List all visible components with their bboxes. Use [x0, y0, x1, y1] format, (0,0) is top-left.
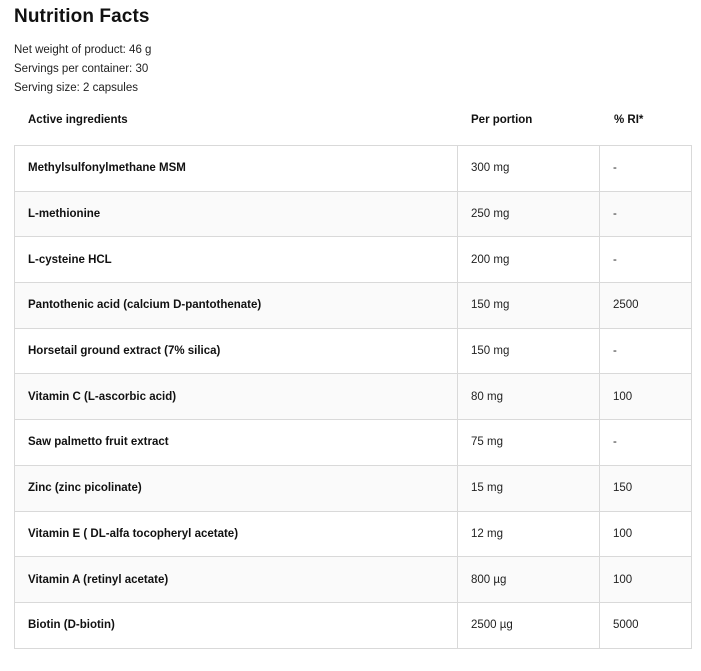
ingredient-name: Biotin (D-biotin)	[15, 602, 458, 648]
ingredient-ri: 100	[600, 374, 692, 420]
table-row	[15, 328, 692, 374]
serving-size: Serving size: 2 capsules	[14, 82, 139, 94]
ingredient-ri: -	[600, 237, 692, 283]
ingredient-amount: 200 mg	[458, 237, 600, 283]
ingredient-name: Horsetail ground extract (7% silica)	[15, 328, 458, 374]
table-row	[15, 237, 692, 283]
ingredient-amount: 150 mg	[458, 328, 600, 374]
ingredient-name: Vitamin E ( DL-alfa tocopheryl acetate)	[15, 511, 458, 557]
ingredient-name: Pantothenic acid (calcium D-pantothenate)	[15, 283, 458, 329]
ingredient-amount: 800 µg	[458, 557, 600, 603]
ingredient-amount: 300 mg	[458, 146, 600, 192]
table-row	[15, 557, 692, 603]
ingredient-amount: 2500 µg	[458, 602, 600, 648]
ingredient-ri: 5000	[600, 602, 692, 648]
ingredient-ri: 100	[600, 557, 692, 603]
ingredient-amount: 250 mg	[458, 191, 600, 237]
table-row	[15, 511, 692, 557]
net-weight: Net weight of product: 46 g	[14, 44, 152, 56]
ingredient-ri: 150	[600, 465, 692, 511]
ingredient-name: L-cysteine HCL	[15, 237, 458, 283]
column-header-portion: Per portion	[471, 114, 533, 126]
ingredient-ri: -	[600, 420, 692, 466]
ingredient-name: Saw palmetto fruit extract	[15, 420, 458, 466]
nutrition-table	[14, 145, 692, 649]
table-row	[15, 374, 692, 420]
servings-per-container: Servings per container: 30	[14, 63, 149, 75]
ingredient-amount: 15 mg	[458, 465, 600, 511]
ingredient-name: Methylsulfonylmethane MSM	[15, 146, 458, 192]
table-row	[15, 420, 692, 466]
ingredient-name: Zinc (zinc picolinate)	[15, 465, 458, 511]
ingredient-ri: -	[600, 328, 692, 374]
ingredient-amount: 80 mg	[458, 374, 600, 420]
page-title: Nutrition Facts	[14, 6, 150, 27]
ingredient-amount: 150 mg	[458, 283, 600, 329]
column-header-ingredient: Active ingredients	[28, 114, 128, 126]
ingredient-amount: 12 mg	[458, 511, 600, 557]
ingredient-name: Vitamin C (L-ascorbic acid)	[15, 374, 458, 420]
table-row	[15, 146, 692, 192]
ingredient-amount: 75 mg	[458, 420, 600, 466]
table-row	[15, 283, 692, 329]
table-row	[15, 191, 692, 237]
table-row	[15, 602, 692, 648]
ingredient-name: Vitamin A (retinyl acetate)	[15, 557, 458, 603]
ingredient-ri: -	[600, 191, 692, 237]
table-row	[15, 465, 692, 511]
ingredient-ri: -	[600, 146, 692, 192]
ingredient-ri: 100	[600, 511, 692, 557]
ingredient-ri: 2500	[600, 283, 692, 329]
column-header-ri: % RI*	[614, 114, 644, 126]
ingredient-name: L-methionine	[15, 191, 458, 237]
